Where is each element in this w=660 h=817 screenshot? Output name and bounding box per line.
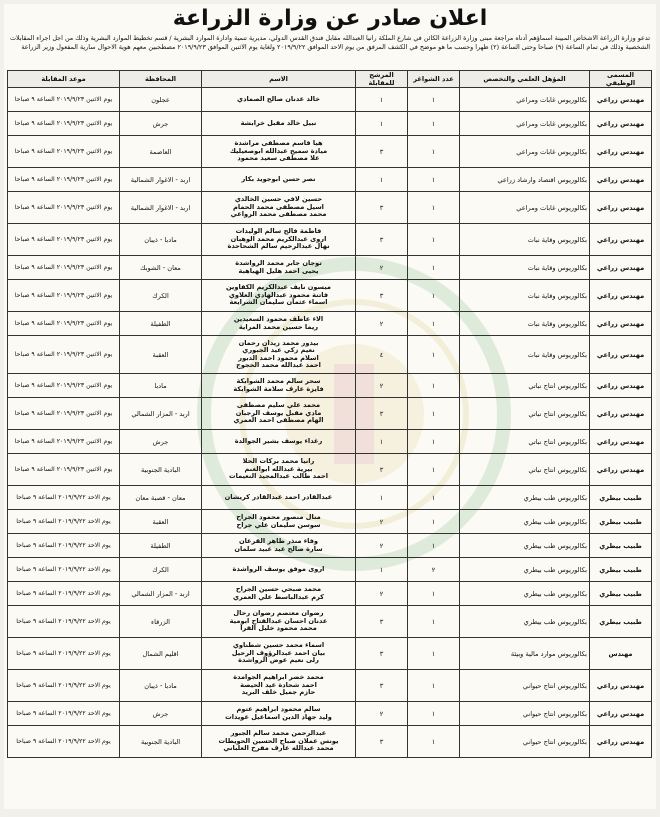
- candidate-name: حازم جميل خلف البريد: [241, 689, 316, 697]
- spec-cell: بكالوريوس وقاية نبات: [460, 312, 590, 336]
- spec-cell: بكالوريوس انتاج نباتي: [460, 374, 590, 398]
- names-cell: [202, 192, 356, 224]
- spec-cell: بكالوريوس موارد مالية وبيئة: [460, 638, 590, 670]
- names-cell: [202, 398, 356, 430]
- vacancies-cell: ١: [408, 112, 460, 136]
- vacancies-cell: ١: [408, 430, 460, 454]
- table-row: [8, 374, 652, 398]
- spec-cell: بكالوريوس انتاج نباتي: [460, 398, 590, 430]
- candidates-cell: ٣: [356, 606, 408, 638]
- job-cell: طبيب بيطري: [590, 582, 652, 606]
- job-cell: طبيب بيطري: [590, 534, 652, 558]
- candidate-name: سوسن سليمان علي جراح: [236, 521, 321, 529]
- vacancies-cell: ١: [408, 510, 460, 534]
- header-date: موعد المقابلة: [8, 71, 120, 88]
- date-cell: يوم الاثنين ٢٠١٩/٩/٢٣ الساعة ٩ صباحا: [8, 192, 120, 224]
- date-cell: يوم الاحد ٢٠١٩/٩/٢٢ الساعة ٩ صباحا: [8, 670, 120, 702]
- candidate-name: بيدور محمد زيدان رحمان: [238, 339, 319, 347]
- job-cell: مهندس زراعي: [590, 670, 652, 702]
- names-cell: [202, 702, 356, 726]
- candidate-name: سالم محمود ابراهيم عتوم: [236, 706, 321, 713]
- job-cell: طبيب بيطري: [590, 510, 652, 534]
- table-row: [8, 336, 652, 374]
- governorate-cell: اربد - الاغوار الشمالية: [120, 168, 202, 192]
- candidate-name: كرم عبدالباسط علي العمري: [233, 593, 324, 601]
- date-cell: يوم الاحد ٢٠١٩/٩/٢٢ الساعة ٩ صباحا: [8, 558, 120, 582]
- job-cell: طبيب بيطري: [590, 606, 652, 638]
- candidates-cell: ١: [356, 486, 408, 510]
- candidate-name: رلى نعيم عوض الرواشدة: [238, 657, 319, 665]
- job-cell: مهندس زراعي: [590, 280, 652, 312]
- vacancies-cell: ١: [408, 336, 460, 374]
- candidate-name: محمد عبدالله عارف مفرح العلباني: [223, 745, 334, 753]
- names-cell: [202, 638, 356, 670]
- table-row: [8, 256, 652, 280]
- table-row: [8, 606, 652, 638]
- table-row: [8, 312, 652, 336]
- date-cell: يوم الاثنين ٢٠١٩/٩/٢٣ الساعة ٩ صباحا: [8, 224, 120, 256]
- table-header-row: [8, 71, 652, 88]
- candidates-cell: ٢: [356, 702, 408, 726]
- job-cell: مهندس زراعي: [590, 398, 652, 430]
- date-cell: يوم الاحد ٢٠١٩/٩/٢٢ الساعة ٩ صباحا: [8, 726, 120, 758]
- names-cell: [202, 336, 356, 374]
- table-row: [8, 670, 652, 702]
- spec-cell: بكالوريوس غابات ومراعي: [460, 88, 590, 112]
- date-cell: يوم الاثنين ٢٠١٩/٩/٢٣ الساعة ٩ صباحا: [8, 256, 120, 280]
- job-cell: مهندس زراعي: [590, 224, 652, 256]
- table-row: [8, 534, 652, 558]
- spec-cell: بكالوريوس طب بيطري: [460, 486, 590, 510]
- governorate-cell: العقبة: [120, 336, 202, 374]
- announcement-page: [4, 4, 656, 809]
- candidate-name: سحر سالم محمد الشوابكة: [236, 378, 321, 385]
- spec-cell: بكالوريوس طب بيطري: [460, 534, 590, 558]
- candidate-name: نبيل خالد مقبل خرابشة: [240, 119, 317, 127]
- header-candidates: المرشح للمقابلة: [356, 71, 408, 88]
- names-cell: [202, 454, 356, 486]
- candidate-name: نصر حسن ابوجويد بكار: [241, 175, 316, 183]
- candidate-name: محمد خضر ابراهيم الجوامدة: [233, 674, 324, 682]
- names-cell: [202, 280, 356, 312]
- governorate-cell: الكرك: [120, 558, 202, 582]
- job-cell: مهندس زراعي: [590, 192, 652, 224]
- header-spec: المؤهل العلمي والتخصص: [460, 71, 590, 88]
- table-row: [8, 510, 652, 534]
- spec-cell: بكالوريوس انتاج حيواني: [460, 702, 590, 726]
- job-cell: مهندس زراعي: [590, 168, 652, 192]
- date-cell: يوم الاحد ٢٠١٩/٩/٢٢ الساعة ٩ صباحا: [8, 534, 120, 558]
- candidate-name: الهام مصطفى احمد العمري: [233, 417, 324, 425]
- governorate-cell: الطفيلة: [120, 312, 202, 336]
- names-cell: [202, 136, 356, 168]
- governorate-cell: مادبا - ذيبان: [120, 670, 202, 702]
- job-cell: مهندس زراعي: [590, 430, 652, 454]
- names-cell: [202, 606, 356, 638]
- date-cell: يوم الاثنين ٢٠١٩/٩/٢٣ الساعة ٩ صباحا: [8, 280, 120, 312]
- job-cell: طبيب بيطري: [590, 486, 652, 510]
- spec-cell: بكالوريوس اقتصاد وارشاد زراعي: [460, 168, 590, 192]
- candidate-name: يحيى احمد هليل الهباهبة: [238, 267, 319, 275]
- candidate-name: حسين لافي حسين الخالدي: [234, 196, 323, 204]
- spec-cell: بكالوريوس غابات ومراعي: [460, 112, 590, 136]
- spec-cell: بكالوريوس وقاية نبات: [460, 336, 590, 374]
- table-row: [8, 430, 652, 454]
- spec-cell: بكالوريوس انتاج حيواني: [460, 670, 590, 702]
- job-cell: مهندس زراعي: [590, 136, 652, 168]
- governorate-cell: البادية الجنوبية: [120, 726, 202, 758]
- vacancies-cell: ١: [408, 256, 460, 280]
- table-row: [8, 398, 652, 430]
- candidate-name: يونس عملان صباح الحسين الحويطات: [218, 737, 339, 745]
- names-cell: [202, 168, 356, 192]
- candidate-name: رغداء يوسف بشير الجوالدة: [234, 437, 323, 445]
- candidates-cell: ٤: [356, 336, 408, 374]
- job-cell: مهندس زراعي: [590, 726, 652, 758]
- table-row: [8, 558, 652, 582]
- vacancies-cell: ١: [408, 606, 460, 638]
- table-row: [8, 88, 652, 112]
- table-row: [8, 638, 652, 670]
- job-cell: مهندس زراعي: [590, 312, 652, 336]
- vacancies-cell: ١: [408, 312, 460, 336]
- candidate-name: احمد عبدالله محمد الحجوج: [236, 362, 321, 369]
- job-cell: مهندس زراعي: [590, 702, 652, 726]
- header-governorate: المحافظة: [120, 71, 202, 88]
- candidate-name: محمد محمود خليل الفرا: [240, 625, 317, 633]
- vacancies-cell: ١: [408, 638, 460, 670]
- names-cell: [202, 312, 356, 336]
- date-cell: يوم الاحد ٢٠١٩/٩/٢٢ الساعة ٩ صباحا: [8, 638, 120, 670]
- names-cell: [202, 534, 356, 558]
- vacancies-cell: ١: [408, 454, 460, 486]
- date-cell: يوم الاحد ٢٠١٩/٩/٢٢ الساعة ٩ صباحا: [8, 606, 120, 638]
- header-vacancies: عدد الشواغر: [408, 71, 460, 88]
- spec-cell: بكالوريوس طب بيطري: [460, 606, 590, 638]
- table-row: [8, 454, 652, 486]
- candidate-name: خالد عدنان صالح الصمادي: [237, 95, 320, 103]
- names-cell: [202, 558, 356, 582]
- governorate-cell: معان - الشوبك: [120, 256, 202, 280]
- names-cell: [202, 374, 356, 398]
- candidates-cell: ٢: [356, 510, 408, 534]
- table-row: [8, 702, 652, 726]
- candidates-cell: ١: [356, 168, 408, 192]
- governorate-cell: الطفيلة: [120, 534, 202, 558]
- candidate-name: نهال عبدالرحيم سالم الشحاحدة: [227, 243, 330, 251]
- candidate-name: محمد مصطفى محمد الرواعي: [230, 211, 327, 219]
- candidate-name: احمد طالب عبدالمجيد النعيمات: [228, 473, 329, 481]
- spec-cell: بكالوريوس طب بيطري: [460, 510, 590, 534]
- governorate-cell: جرش: [120, 430, 202, 454]
- job-cell: مهندس: [590, 638, 652, 670]
- intro-paragraph: تدعو وزارة الزراعة الاشخاص المبينة اسماؤهم أدناه مراجعة مبنى وزارة الزراعة الكائن في شارع الملكة رانيا العبدالله مقابل فندق القدس الدولي، مديرية تنمية وادارة الموارد البشرية / قسم تخطيط الموارد البشرية وذلك من اجل اجراء المقابلات الشخصية وذلك في تمام الساعة (٩) صباحا وحتى الساعة (٢) ظهرا وحسب ما هو موضح في الكشف المرفق من يوم الاحد الموافق ٢٠١٩/٩/٢٢ ولغاية يوم الاثنين الموافق ٢٠١٩/٩/٢٣ مصطحبين معهم هوية الاحوال سارية المفعول وزير الزراعة: [10, 34, 650, 51]
- table-row: [8, 192, 652, 224]
- spec-cell: بكالوريوس طب بيطري: [460, 558, 590, 582]
- candidates-cell: ٣: [356, 224, 408, 256]
- candidate-name: فايزة عارف سلامة الشوابكة: [233, 385, 324, 393]
- governorate-cell: جرش: [120, 702, 202, 726]
- header-job: المسمى الوظيفي: [590, 71, 652, 88]
- spec-cell: بكالوريوس غابات ومراعي: [460, 192, 590, 224]
- date-cell: يوم الاحد ٢٠١٩/٩/٢٢ الساعة ٩ صباحا: [8, 582, 120, 606]
- candidate-name: فاطمة فالح سالم الوليدات: [235, 228, 322, 236]
- candidate-name: رانيا محمد بركات الحلا: [242, 458, 315, 466]
- candidates-cell: ٢: [356, 374, 408, 398]
- vacancies-cell: ٢: [408, 558, 460, 582]
- governorate-cell: مادبا - ذيبان: [120, 224, 202, 256]
- candidate-name: مادي مقبل يوسف الرجبان: [235, 409, 322, 417]
- table-row: [8, 280, 652, 312]
- table-row: [8, 224, 652, 256]
- candidate-name: توجان جابر محمد الرواشدة: [235, 260, 322, 267]
- date-cell: يوم الاثنين ٢٠١٩/٩/٢٣ الساعة ٩ صباحا: [8, 374, 120, 398]
- vacancies-cell: ١: [408, 726, 460, 758]
- job-cell: مهندس زراعي: [590, 374, 652, 398]
- date-cell: يوم الاثنين ٢٠١٩/٩/٢٣ الساعة ٩ صباحا: [8, 168, 120, 192]
- governorate-cell: العاصمة: [120, 136, 202, 168]
- candidates-cell: ١: [356, 430, 408, 454]
- governorate-cell: مادبا: [120, 374, 202, 398]
- spec-cell: بكالوريوس انتاج نباتي: [460, 430, 590, 454]
- spec-cell: بكالوريوس وقاية نبات: [460, 280, 590, 312]
- candidate-name: عبدالرحمن محمد سالم الجبور: [230, 730, 327, 738]
- date-cell: يوم الاحد ٢٠١٩/٩/٢٢ الساعة ٩ صباحا: [8, 486, 120, 510]
- candidate-name: ميسون نايف عبدالكريم الكفاوين: [225, 284, 332, 292]
- candidate-name: علا مصطفى سعيد محمود: [237, 155, 320, 163]
- vacancies-cell: ١: [408, 168, 460, 192]
- candidates-cell: ١: [356, 112, 408, 136]
- names-cell: [202, 256, 356, 280]
- governorate-cell: جرش: [120, 112, 202, 136]
- candidate-name: اسماء عثمان سليمان الشرايعة: [229, 299, 328, 307]
- candidates-cell: ٢: [356, 582, 408, 606]
- table-row: [8, 582, 652, 606]
- spec-cell: بكالوريوس طب بيطري: [460, 582, 590, 606]
- candidate-name: رضوان معتصم رضوان رحال: [233, 610, 324, 618]
- header-name: الاسم: [202, 71, 356, 88]
- names-cell: [202, 224, 356, 256]
- names-cell: [202, 486, 356, 510]
- date-cell: يوم الاثنين ٢٠١٩/٩/٢٣ الساعة ٩ صباحا: [8, 336, 120, 374]
- candidate-name: عدنان احسان عبدالفتاح ابومية: [229, 617, 328, 625]
- date-cell: يوم الاثنين ٢٠١٩/٩/٢٣ الساعة ٩ صباحا: [8, 398, 120, 430]
- candidate-name: فاتنة محمود عبدالهادي العلاوي: [228, 291, 329, 299]
- spec-cell: بكالوريوس وقاية نبات: [460, 224, 590, 256]
- candidates-cell: ٣: [356, 398, 408, 430]
- vacancies-cell: ١: [408, 192, 460, 224]
- names-cell: [202, 430, 356, 454]
- job-cell: مهندس زراعي: [590, 336, 652, 374]
- page-title: اعلان صادر عن وزارة الزراعة: [172, 6, 488, 31]
- date-cell: يوم الاثنين ٢٠١٩/٩/٢٣ الساعة ٩ صباحا: [8, 112, 120, 136]
- governorate-cell: اربد - المزار الشمالي: [120, 398, 202, 430]
- vacancies-cell: ١: [408, 486, 460, 510]
- spec-cell: بكالوريوس انتاج نباتي: [460, 454, 590, 486]
- spec-cell: بكالوريوس انتاج حيواني: [460, 726, 590, 758]
- vacancies-cell: ١: [408, 136, 460, 168]
- candidates-cell: ٣: [356, 726, 408, 758]
- vacancies-cell: ١: [408, 88, 460, 112]
- candidates-cell: ٢: [356, 256, 408, 280]
- vacancies-cell: ١: [408, 398, 460, 430]
- candidate-name: احمد شحادة عيد الحيصة: [240, 681, 317, 689]
- candidate-name: منال منصور محمود الجراح: [236, 514, 321, 521]
- governorate-cell: البادية الجنوبية: [120, 454, 202, 486]
- vacancies-cell: ١: [408, 280, 460, 312]
- candidate-name: عبدالقادر احمد عبدالقادر كريشان: [224, 493, 333, 501]
- candidates-cell: ٢: [356, 312, 408, 336]
- candidate-name: بيرية عبدالله ابوالغنم: [244, 465, 313, 473]
- candidate-name: بيان احمد عبدالرؤوف الرحيل: [231, 649, 326, 657]
- names-cell: [202, 582, 356, 606]
- names-cell: [202, 670, 356, 702]
- vacancies-cell: ١: [408, 582, 460, 606]
- vacancies-cell: ١: [408, 374, 460, 398]
- table-body: [8, 88, 652, 758]
- candidate-name: وليد جهاد الدين اسماعيل عويدات: [225, 713, 332, 721]
- governorate-cell: اقليم الشمال: [120, 638, 202, 670]
- candidate-name: اسيل مصطفى محمد الحمام: [233, 203, 324, 211]
- candidate-name: ريما حسين محمد المراية: [238, 323, 319, 331]
- job-cell: مهندس زراعي: [590, 88, 652, 112]
- date-cell: يوم الاثنين ٢٠١٩/٩/٢٣ الساعة ٩ صباحا: [8, 88, 120, 112]
- candidates-cell: ٣: [356, 192, 408, 224]
- candidates-cell: ١: [356, 558, 408, 582]
- spec-cell: بكالوريوس غابات ومراعي: [460, 136, 590, 168]
- candidate-name: محمد صبحي حسين الجراح: [235, 586, 322, 593]
- table-row: [8, 486, 652, 510]
- date-cell: يوم الاحد ٢٠١٩/٩/٢٢ الساعة ٩ صباحا: [8, 702, 120, 726]
- governorate-cell: العقبة: [120, 510, 202, 534]
- job-cell: مهندس زراعي: [590, 112, 652, 136]
- job-cell: مهندس زراعي: [590, 256, 652, 280]
- governorate-cell: عجلون: [120, 88, 202, 112]
- names-cell: [202, 726, 356, 758]
- job-cell: مهندس زراعي: [590, 454, 652, 486]
- date-cell: يوم الاثنين ٢٠١٩/٩/٢٣ الساعة ٩ صباحا: [8, 136, 120, 168]
- names-cell: [202, 112, 356, 136]
- candidates-cell: ١: [356, 88, 408, 112]
- job-cell: طبيب بيطري: [590, 558, 652, 582]
- candidates-cell: ٣: [356, 454, 408, 486]
- table-row: [8, 112, 652, 136]
- date-cell: يوم الاثنين ٢٠١٩/٩/٢٣ الساعة ٩ صباحا: [8, 454, 120, 486]
- spec-cell: بكالوريوس وقاية نبات: [460, 256, 590, 280]
- candidates-cell: ٣: [356, 638, 408, 670]
- table-row: [8, 136, 652, 168]
- vacancies-cell: ١: [408, 534, 460, 558]
- governorate-cell: الزرقاء: [120, 606, 202, 638]
- candidate-name: اسماء محمد حسين شطناوي: [232, 642, 325, 650]
- names-cell: [202, 510, 356, 534]
- candidate-name: ميادة سميح عبدالله ابوصعيليك: [229, 147, 328, 155]
- table-row: [8, 726, 652, 758]
- vacancies-cell: ١: [408, 224, 460, 256]
- candidates-cell: ٣: [356, 280, 408, 312]
- governorate-cell: معان - قصبة معان: [120, 486, 202, 510]
- governorate-cell: الكرك: [120, 280, 202, 312]
- table-row: [8, 168, 652, 192]
- vacancies-cell: ١: [408, 670, 460, 702]
- candidate-name: نعيم زكي عيد الجبوري: [242, 347, 315, 354]
- governorate-cell: اربد - الاغوار الشمالية: [120, 192, 202, 224]
- candidate-name: سارة صالح عبد عبيد سلمان: [234, 545, 323, 553]
- vacancies-cell: ١: [408, 702, 460, 726]
- names-cell: [202, 88, 356, 112]
- candidates-cell: ٣: [356, 670, 408, 702]
- date-cell: يوم الاثنين ٢٠١٩/٩/٢٣ الساعة ٩ صباحا: [8, 312, 120, 336]
- candidate-name: الاء عاطف محمود السعيدين: [233, 316, 324, 323]
- governorate-cell: اربد - المزار الشمالي: [120, 582, 202, 606]
- interview-table: [7, 70, 652, 758]
- candidate-name: وفاء منذر طاهر القرعان: [238, 538, 319, 545]
- candidate-name: اسلام محمود احمد الدبور: [238, 354, 319, 362]
- candidates-cell: ٢: [356, 534, 408, 558]
- candidate-name: اروى عبدالكريم محمد الوهبان: [230, 235, 327, 243]
- candidate-name: هيا قاسم مصطفى مراشدة: [234, 140, 323, 148]
- date-cell: يوم الاحد ٢٠١٩/٩/٢٢ الساعة ٩ صباحا: [8, 510, 120, 534]
- candidate-name: اروى موفق يوسف الرواشدة: [232, 565, 325, 573]
- candidate-name: محمد علي سليم مصطفى: [236, 402, 321, 410]
- candidates-cell: ٣: [356, 136, 408, 168]
- date-cell: يوم الاثنين ٢٠١٩/٩/٢٣ الساعة ٩ صباحا: [8, 430, 120, 454]
